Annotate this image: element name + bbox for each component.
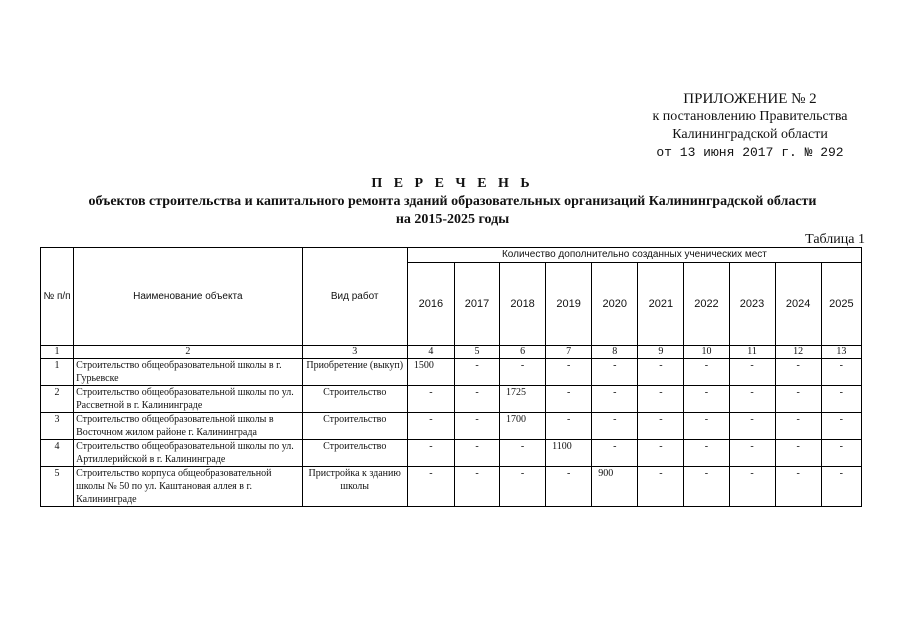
places-value: - [684,359,729,386]
table-row [41,413,862,440]
header-year: 2024 [775,263,821,346]
row-number: 1 [41,359,74,386]
places-value: - [407,467,454,507]
title-period: на 2015-2025 годы [395,212,510,227]
table-row [41,440,862,467]
table-label: Таблица 1 [805,232,865,247]
objects-table [40,247,862,507]
column-number: 12 [775,346,821,359]
places-value: 1100 [546,440,592,467]
places-value: - [638,359,684,386]
row-number: 2 [41,386,74,413]
row-number: 5 [41,467,74,507]
work-type: Пристройка к зданию школы [302,467,407,507]
places-value: 1500 [407,359,454,386]
places-value: - [775,386,821,413]
column-number: 13 [821,346,861,359]
header-work-type: Вид работ [302,248,407,346]
work-type: Строительство [302,440,407,467]
work-type: Строительство [302,386,407,413]
places-value: - [638,386,684,413]
places-value: - [729,467,775,507]
places-value: - [638,467,684,507]
appendix-number: ПРИЛОЖЕНИЕ № 2 [683,91,817,107]
places-value: - [638,413,684,440]
appendix-region-line: Калининградской области [672,127,828,142]
column-number: 8 [592,346,638,359]
places-value: - [684,467,729,507]
column-number: 7 [546,346,592,359]
places-value: - [684,413,729,440]
places-value: - [821,413,861,440]
appendix-date-line: от 13 июня 2017 г. № 292 [656,145,844,160]
places-value: - [454,386,499,413]
appendix-resolution-line: к постановлению Правительства [652,109,848,124]
places-value: - [407,413,454,440]
places-value: - [407,386,454,413]
places-value: - [775,413,821,440]
places-value: - [821,440,861,467]
places-value: - [546,413,592,440]
object-name: Строительство общеобразовательной школы по ул. Артиллерийской в г. Калининграде [74,440,303,467]
places-value: - [454,467,499,507]
header-year: 2017 [454,263,499,346]
places-value: 1700 [500,413,546,440]
places-value: - [546,359,592,386]
places-value: - [775,467,821,507]
header-year: 2023 [729,263,775,346]
places-value: - [684,440,729,467]
table-body [41,346,862,507]
table-row [41,467,862,507]
object-name: Строительство общеобразовательной школы в г. Гурьевске [74,359,303,386]
document-title [0,175,905,229]
places-value: - [729,440,775,467]
places-value: - [592,386,638,413]
places-value: - [775,440,821,467]
object-name: Строительство общеобразовательной школы в Восточном жилом районе г. Калининграда [74,413,303,440]
column-number: 2 [74,346,303,359]
header-year: 2018 [500,263,546,346]
places-value: - [454,440,499,467]
column-number: 1 [41,346,74,359]
places-value: - [684,386,729,413]
header-year: 2022 [684,263,729,346]
object-name: Строительство корпуса общеобразовательной школы № 50 по ул. Каштановая аллея в г. Калининграде [74,467,303,507]
column-number: 4 [407,346,454,359]
places-value: - [821,467,861,507]
places-value: - [454,359,499,386]
places-value: - [500,467,546,507]
header-num: № п/п [41,248,74,346]
places-value: 900 [592,467,638,507]
row-number: 4 [41,440,74,467]
work-type: Приобретение (выкуп) [302,359,407,386]
column-number: 3 [302,346,407,359]
places-value: - [592,440,638,467]
places-value: - [500,440,546,467]
places-value: - [592,413,638,440]
places-value: 1725 [500,386,546,413]
places-value: - [500,359,546,386]
header-year: 2021 [638,263,684,346]
title-heading: П Е Р Е Ч Е Н Ь [371,176,534,191]
column-number: 10 [684,346,729,359]
places-value: - [729,359,775,386]
places-value: - [407,440,454,467]
header-year: 2025 [821,263,861,346]
places-value: - [729,413,775,440]
row-number: 3 [41,413,74,440]
column-number: 11 [729,346,775,359]
column-numbers-row [41,346,862,359]
places-value: - [454,413,499,440]
title-subtitle: объектов строительства и капитального ремонта зданий образовательных организаций Калининградской области [88,194,817,209]
places-value: - [729,386,775,413]
table-row [41,359,862,386]
places-value: - [592,359,638,386]
places-value: - [638,440,684,467]
column-number: 5 [454,346,499,359]
places-value: - [821,386,861,413]
header-year: 2020 [592,263,638,346]
object-name: Строительство общеобразовательной школы по ул. Рассветной в г. Калининграде [74,386,303,413]
column-number: 9 [638,346,684,359]
appendix-header [620,90,880,162]
table-row [41,386,862,413]
places-value: - [775,359,821,386]
places-value: - [546,386,592,413]
header-name: Наименование объекта [74,248,303,346]
header-year: 2019 [546,263,592,346]
places-value: - [821,359,861,386]
places-value: - [546,467,592,507]
column-number: 6 [500,346,546,359]
header-places-group: Количество дополнительно созданных ученических мест [407,248,861,263]
header-year: 2016 [407,263,454,346]
work-type: Строительство [302,413,407,440]
